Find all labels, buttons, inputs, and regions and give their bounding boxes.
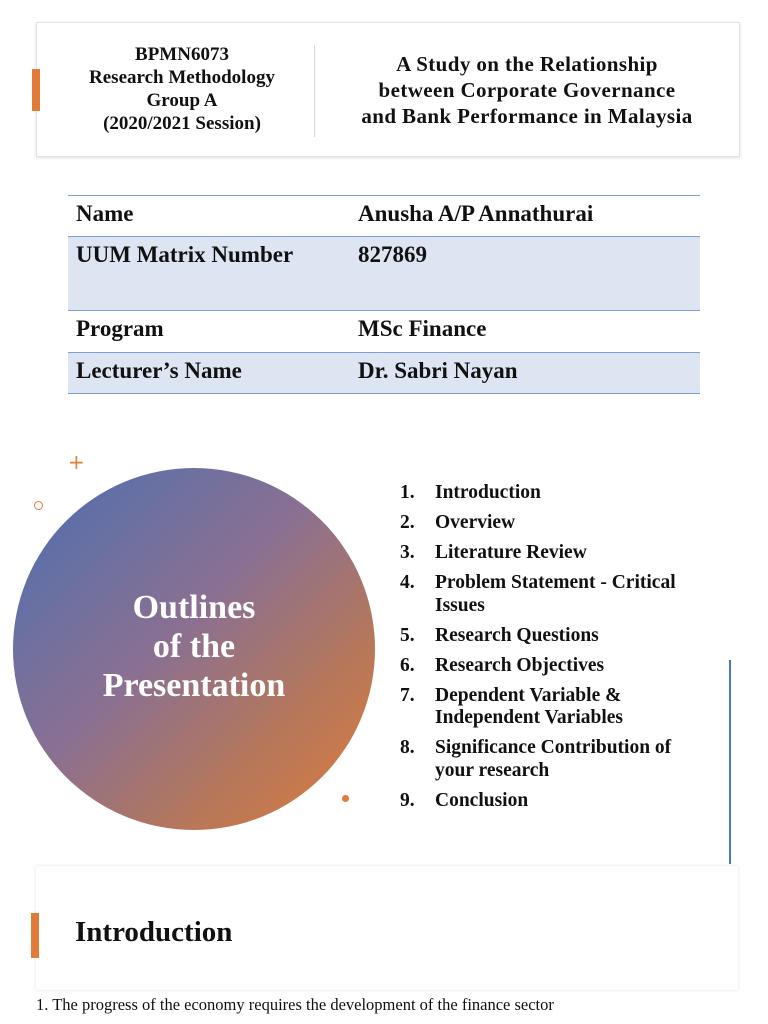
plus-decoration-icon: + bbox=[68, 450, 85, 474]
list-item-number: 7. bbox=[400, 684, 415, 706]
list-item bbox=[400, 737, 710, 782]
list-item-text: Research Objectives bbox=[435, 654, 605, 676]
list-item bbox=[400, 655, 710, 678]
program-label: Program bbox=[68, 311, 350, 353]
table-row bbox=[68, 353, 700, 394]
list-item bbox=[400, 790, 710, 813]
study-title-line: and Bank Performance in Malaysia bbox=[361, 104, 693, 128]
lecturer-value: Dr. Sabri Nayan bbox=[350, 353, 700, 394]
list-item bbox=[400, 482, 710, 505]
list-item bbox=[400, 542, 710, 565]
course-session: (2020/2021 Session) bbox=[103, 113, 261, 134]
lecturer-label: Lecturer’s Name bbox=[68, 353, 350, 394]
table-row bbox=[68, 237, 700, 311]
list-item bbox=[400, 685, 710, 730]
list-item-number: 9. bbox=[400, 789, 415, 811]
intro-point-number: 1. bbox=[36, 995, 49, 1014]
course-group: Group A bbox=[146, 90, 218, 111]
course-code: BPMN6073 bbox=[135, 44, 229, 65]
table-row bbox=[68, 196, 700, 237]
intro-accent-bar bbox=[31, 913, 39, 958]
study-title-line: between Corporate Governance bbox=[378, 78, 676, 102]
list-item bbox=[400, 625, 710, 648]
intro-point-text: The progress of the economy requires the development of the finance sector bbox=[52, 995, 554, 1014]
table-row bbox=[68, 311, 700, 353]
list-item bbox=[400, 572, 710, 617]
study-title-line: A Study on the Relationship bbox=[396, 52, 658, 76]
student-info-table bbox=[68, 195, 700, 394]
title-accent-bar bbox=[32, 69, 40, 111]
intro-point bbox=[36, 994, 756, 1016]
outline-list bbox=[400, 482, 710, 820]
study-title bbox=[337, 51, 717, 129]
list-item-number: 1. bbox=[400, 482, 415, 503]
list-item bbox=[400, 512, 710, 535]
list-item-number: 3. bbox=[400, 542, 415, 563]
list-item-text: Overview bbox=[435, 512, 516, 533]
introduction-slide bbox=[36, 866, 738, 990]
vertical-divider bbox=[729, 660, 731, 864]
intro-heading: Introduction bbox=[75, 916, 233, 948]
outline-title-line: Outlines bbox=[132, 589, 256, 626]
matrix-label: UUM Matrix Number bbox=[68, 237, 350, 311]
outline-title bbox=[13, 588, 375, 705]
list-item-text: Research Questions bbox=[435, 624, 599, 646]
list-item-text: Introduction bbox=[435, 482, 541, 503]
name-value: Anusha A/P Annathurai bbox=[350, 196, 700, 237]
list-item-number: 8. bbox=[400, 737, 415, 758]
list-item-text: Significance Contribution of your research bbox=[435, 737, 672, 781]
course-name: Research Methodology bbox=[89, 67, 275, 88]
list-item-text: Conclusion bbox=[435, 789, 529, 811]
dot-decoration-icon bbox=[342, 795, 349, 802]
list-item-text: Dependent Variable & Independent Variables bbox=[435, 684, 624, 728]
outline-title-line: of the bbox=[152, 628, 236, 665]
title-divider bbox=[314, 45, 315, 137]
list-item-number: 6. bbox=[400, 654, 415, 676]
list-item-number: 4. bbox=[400, 572, 415, 593]
outline-title-line: Presentation bbox=[102, 667, 286, 704]
program-value: MSc Finance bbox=[350, 311, 700, 353]
name-label: Name bbox=[68, 196, 350, 237]
course-info bbox=[51, 43, 313, 135]
matrix-value: 827869 bbox=[350, 237, 700, 311]
list-item-text: Problem Statement - Critical Issues bbox=[435, 572, 676, 616]
list-item-text: Literature Review bbox=[435, 542, 587, 563]
list-item-number: 5. bbox=[400, 624, 415, 646]
list-item-number: 2. bbox=[400, 512, 415, 533]
title-slide bbox=[36, 22, 740, 157]
ring-decoration-icon bbox=[34, 501, 43, 510]
